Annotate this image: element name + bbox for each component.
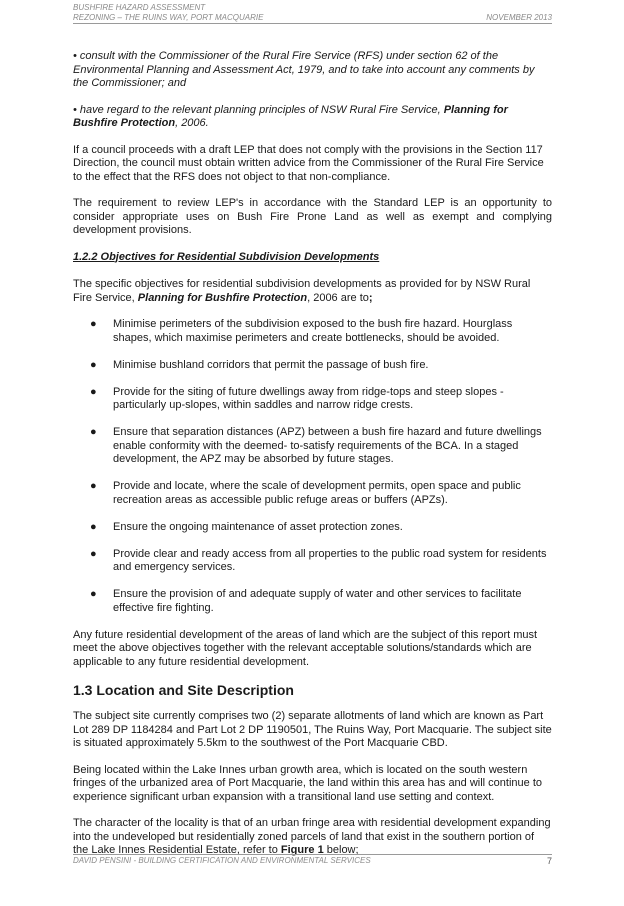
- intro-bullet-2-title: Planning for Bushfire Protection: [73, 103, 508, 129]
- page-header: [73, 3, 552, 24]
- list-item: [73, 386, 552, 413]
- objectives-intro-tail: , 2006 are to: [307, 291, 369, 304]
- footer-company: DAVID PENSINI - BUILDING CERTIFICATION AND ENVIRONMENTAL SERVICES: [73, 856, 371, 865]
- objectives-intro-text: The specific objectives for residential subdivision developments as provided for by NSW Rural Fire Service,: [73, 278, 531, 304]
- intro-bullet-2-tail: , 2006.: [175, 117, 209, 129]
- bullet-icon: ●: [90, 358, 97, 371]
- locality-character-paragraph: [73, 817, 552, 858]
- list-item-text: Minimise perimeters of the subdivision exposed to the bush fire hazard. Hourglass shapes, which maximise perimeters and create bottlenecks, should be avoided.: [113, 318, 513, 344]
- header-title-line1: BUSHFIRE HAZARD ASSESSMENT: [73, 3, 206, 12]
- section-1-3-heading: 1.3 Location and Site Description: [73, 682, 294, 698]
- list-item-text: Provide clear and ready access from all properties to the public road system for residents and emergency services.: [113, 547, 547, 573]
- page-number: 7: [546, 856, 552, 866]
- list-item-text: Provide and locate, where the scale of development permits, open space and public recreation areas as accessible public refuge areas or buffers (APZs).: [113, 480, 521, 506]
- paragraph-section-117: If a council proceeds with a draft LEP that does not comply with the provisions in the Section 117 Direction, the council must obtain written advice from the Commissioner of the Rural Fire Service to the effect that the RFS does not object to that non-compliance.: [73, 143, 544, 183]
- site-description-paragraph: The subject site currently comprises two (2) separate allotments of land which are known as Part Lot 289 DP 1184284 and Part Lot 2 DP 1190501, The Ruins Way, Port Macquarie. The subject site is situated approximately 5.5km to the southwest of the Port Macquarie CBD.: [73, 710, 552, 749]
- page-body: [73, 50, 552, 871]
- bullet-icon: ●: [90, 480, 97, 492]
- list-item-text: Ensure that separation distances (APZ) between a bush fire hazard and future dwellings enable conformity with the deemed- to-satisfy requirements of the BCA. In a staged development, the APZ may be absorbed by future stages.: [113, 426, 542, 465]
- bullet-icon: ●: [90, 520, 97, 533]
- objectives-intro-title: Planning for Bushfire Protection: [137, 291, 308, 304]
- header-title-line2: REZONING – THE RUINS WAY, PORT MACQUARIE: [73, 12, 264, 22]
- bullet-icon: ●: [90, 426, 97, 438]
- urban-growth-paragraph: Being located within the Lake Innes urban growth area, which is located on the south western fringes of the urbanized area of Port Macquarie, the land within this area has and will continue to experience significant urban expansion with a transitional land use setting and context.: [73, 763, 542, 803]
- paragraph-standard-lep: The requirement to review LEP's in accordance with the Standard LEP is an opportunity to consider appropriate uses on Bush Fire Prone Land as well as exempt and complying development provisions.: [73, 197, 552, 236]
- bullet-icon: ●: [90, 547, 97, 560]
- objectives-intro-colon: ;: [368, 291, 373, 304]
- page-footer: [73, 854, 552, 866]
- bullet-icon: ●: [90, 385, 97, 398]
- intro-bullet-1: • consult with the Commissioner of the Rural Fire Service (RFS) under section 62 of the Environmental Planning and Assessment Act, 1979, and to take into account any comments by the Commissioner; and: [73, 50, 535, 89]
- list-item: [73, 359, 552, 373]
- header-date: NOVEMBER 2013: [486, 12, 552, 22]
- list-item-text: Ensure the provision of and adequate supply of water and other services to facilitate effective fire fighting.: [113, 588, 522, 614]
- intro-bullet-2-text: • have regard to the relevant planning principles of NSW Rural Fire Service,: [73, 103, 444, 116]
- list-item-text: Ensure the ongoing maintenance of asset protection zones.: [113, 520, 403, 533]
- locality-tail: below;: [323, 844, 359, 856]
- list-item: [73, 588, 552, 615]
- objectives-intro: [73, 278, 552, 305]
- list-item: [73, 426, 552, 467]
- list-item: [73, 521, 552, 535]
- list-item: [73, 318, 552, 345]
- bullet-icon: ●: [90, 588, 97, 600]
- list-item-text: Provide for the siting of future dwellings away from ridge-tops and steep slopes - particularly up-slopes, within saddles and narrow ridge crests.: [113, 385, 504, 411]
- list-item: [73, 480, 552, 507]
- list-item: [73, 548, 552, 575]
- section-1-2-2-heading: 1.2.2 Objectives for Residential Subdivision Developments: [73, 250, 380, 263]
- objectives-list: [73, 318, 552, 615]
- list-item-text: Minimise bushland corridors that permit the passage of bush fire.: [113, 358, 429, 371]
- bullet-icon: ●: [90, 318, 97, 330]
- objectives-closing: Any future residential development of the areas of land which are the subject of this report must meet the above objectives together with the relevant acceptable solutions/standards which are applicable to any future residential development.: [73, 628, 538, 668]
- figure-1-reference: Figure 1: [280, 844, 324, 856]
- locality-text: The character of the locality is that of an urban fringe area with residential development expanding into the undeveloped but residentially zoned parcels of land that exist in the southern portion of the Lake Innes Residential Estate, refer to: [73, 817, 551, 856]
- intro-bullet-2: [73, 104, 552, 131]
